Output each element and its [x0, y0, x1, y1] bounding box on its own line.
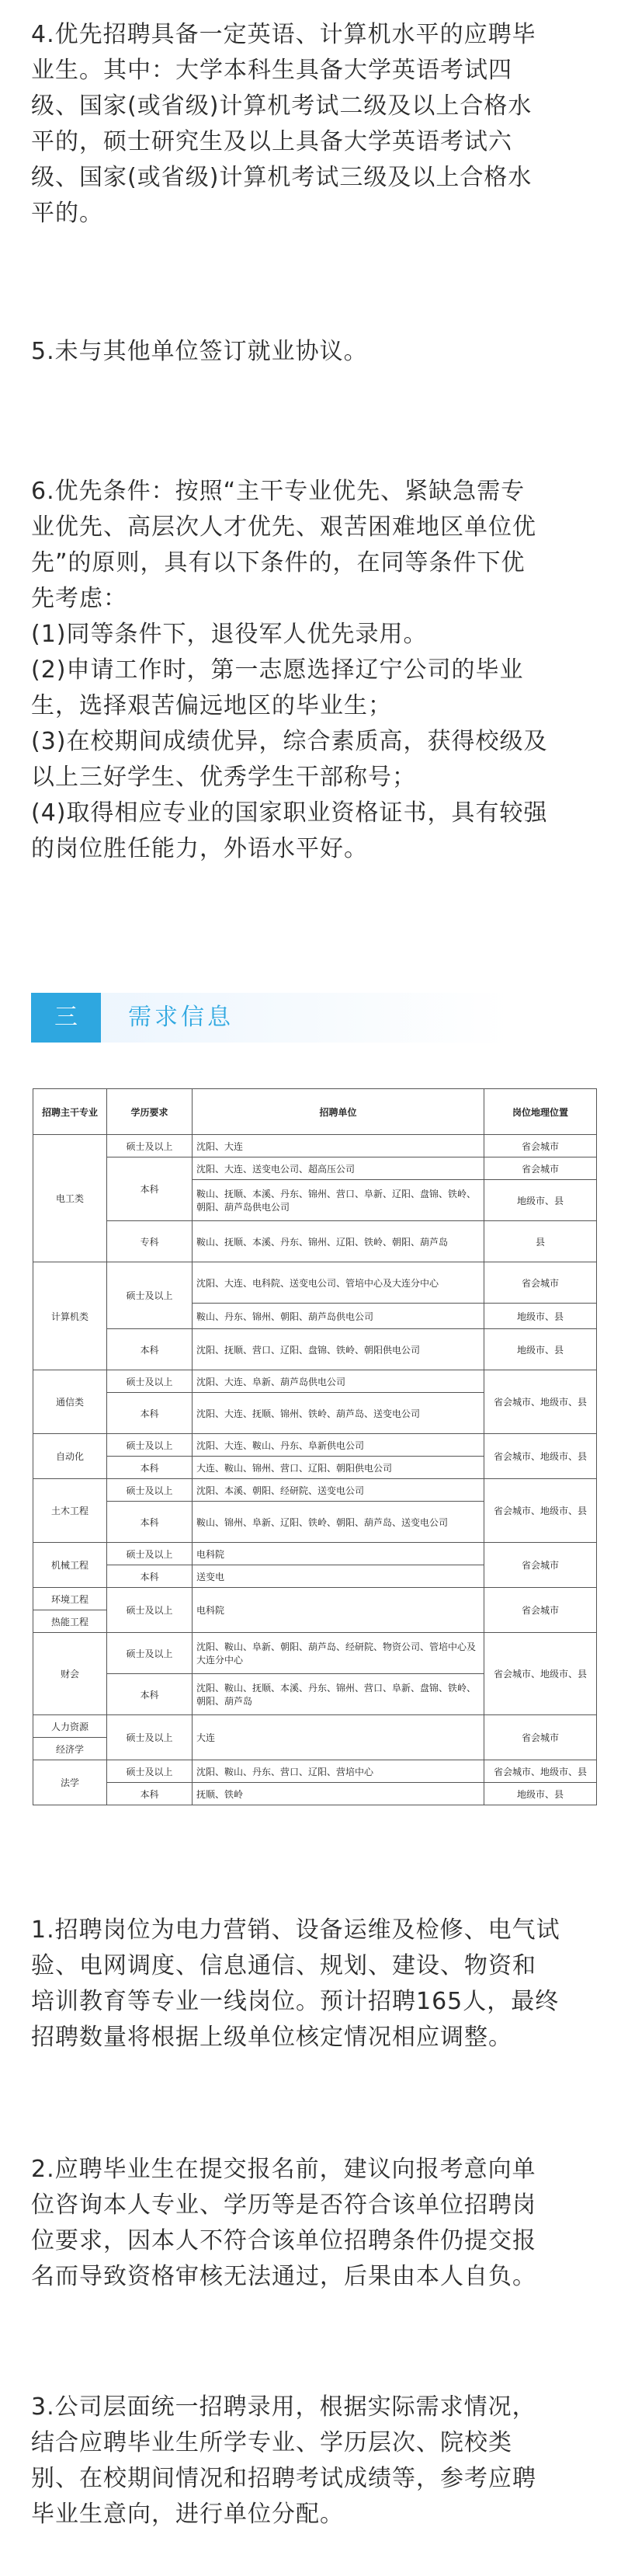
text-line: 业生。其中：大学本科生具备大学英语考试四 — [31, 57, 512, 84]
education-cell: 硕士及以上 — [107, 1434, 193, 1457]
major-cell: 经济学 — [33, 1738, 107, 1760]
major-cell: 机械工程 — [33, 1543, 107, 1588]
text-line: 招聘数量将根据上级单位核定情况相应调整。 — [31, 2024, 512, 2051]
text-line: 毕业生意向，进行单位分配。 — [31, 2501, 344, 2528]
employer-cell: 电科院 — [193, 1543, 484, 1565]
major-cell: 土木工程 — [33, 1479, 107, 1543]
requirement-4-paragraph — [31, 17, 594, 231]
employer-cell: 沈阳、大连、阜新、葫芦岛供电公司 — [193, 1370, 484, 1393]
education-cell: 硕士及以上 — [107, 1135, 193, 1157]
employer-cell: 大连 — [193, 1715, 484, 1760]
location-cell: 省会城市 — [484, 1262, 597, 1304]
location-cell: 地级市、县 — [484, 1180, 597, 1221]
header-location: 岗位地理位置 — [484, 1089, 597, 1135]
location-cell: 县 — [484, 1221, 597, 1262]
education-cell: 硕士及以上 — [107, 1715, 193, 1760]
major-cell: 法学 — [33, 1760, 107, 1805]
employer-cell: 沈阳、抚顺、营口、辽阳、盘锦、铁岭、朝阳供电公司 — [193, 1329, 484, 1370]
employer-cell: 沈阳、大连、鞍山、丹东、阜新供电公司 — [193, 1434, 484, 1457]
major-cell: 环境工程 — [33, 1588, 107, 1610]
education-cell: 本科 — [107, 1157, 193, 1221]
location-cell: 省会城市 — [484, 1157, 597, 1180]
text-line: 别、在校期间情况和招聘考试成绩等，参考应聘 — [31, 2465, 536, 2492]
text-line: 4.优先招聘具备一定英语、计算机水平的应聘毕 — [31, 21, 536, 48]
education-cell: 本科 — [107, 1329, 193, 1370]
text-line: (4)取得相应专业的国家职业资格证书，具有较强 — [31, 799, 548, 827]
section-title: 需求信息 — [128, 1004, 234, 1031]
location-cell: 省会城市、地级市、县 — [484, 1434, 597, 1479]
employer-cell: 沈阳、鞍山、阜新、朝阳、葫芦岛、经研院、物资公司、管培中心及大连分中心 — [193, 1633, 484, 1674]
text-line: 生，选择艰苦偏远地区的毕业生； — [31, 692, 392, 719]
text-line: 先”的原则，具有以下条件的，在同等条件下优 — [31, 549, 526, 576]
location-cell: 地级市、县 — [484, 1304, 597, 1329]
note-1-paragraph — [31, 1913, 594, 2056]
text-line: 结合应聘毕业生所学专业、学历层次、院校类 — [31, 2429, 512, 2456]
education-cell: 硕士及以上 — [107, 1479, 193, 1502]
table-row — [33, 1760, 597, 1783]
text-line: (2)申请工作时，第一志愿选择辽宁公司的毕业 — [31, 656, 524, 684]
table-row — [33, 1479, 597, 1502]
employer-cell: 沈阳、大连 — [193, 1135, 484, 1157]
text-line: 5.未与其他单位签订就业协议。 — [31, 338, 368, 365]
text-line: 先考虑： — [31, 585, 127, 612]
requirement-5-paragraph — [31, 334, 594, 370]
text-line: 级、国家(或省级)计算机考试二级及以上合格水 — [31, 92, 533, 120]
location-cell: 省会城市、地级市、县 — [484, 1479, 597, 1543]
table-row — [33, 1633, 597, 1674]
education-cell: 本科 — [107, 1502, 193, 1543]
major-cell: 自动化 — [33, 1434, 107, 1479]
location-cell: 省会城市 — [484, 1715, 597, 1760]
table-row — [33, 1329, 597, 1370]
text-line: 3.公司层面统一招聘录用，根据实际需求情况， — [31, 2393, 536, 2421]
employer-cell: 沈阳、本溪、朝阳、经研院、送变电公司 — [193, 1479, 484, 1502]
table-row — [33, 1370, 597, 1393]
education-cell: 本科 — [107, 1457, 193, 1479]
education-cell: 本科 — [107, 1565, 193, 1588]
text-line: 位咨询本人专业、学历等是否符合该单位招聘岗 — [31, 2191, 536, 2219]
text-line: 的岗位胜任能力，外语水平好。 — [31, 835, 368, 862]
major-cell: 热能工程 — [33, 1610, 107, 1633]
major-cell: 人力资源 — [33, 1715, 107, 1738]
location-cell: 省会城市、地级市、县 — [484, 1760, 597, 1783]
education-cell: 硕士及以上 — [107, 1262, 193, 1329]
text-line: 名而导致资格审核无法通过，后果由本人自负。 — [31, 2263, 536, 2290]
location-cell: 省会城市 — [484, 1543, 597, 1588]
employer-cell: 电科院 — [193, 1588, 484, 1633]
text-line: 位要求，因本人不符合该单位招聘条件仍提交报 — [31, 2227, 536, 2254]
requirements-table — [33, 1088, 597, 1805]
major-cell: 通信类 — [33, 1370, 107, 1434]
section-number: 三 — [31, 993, 101, 1043]
text-line: 平的，硕士研究生及以上具备大学英语考试六 — [31, 128, 512, 155]
table-row — [33, 1543, 597, 1565]
employer-cell: 沈阳、大连、抚顺、锦州、铁岭、葫芦岛、送变电公司 — [193, 1393, 484, 1434]
major-cell: 电工类 — [33, 1135, 107, 1262]
education-cell: 硕士及以上 — [107, 1588, 193, 1633]
education-cell: 专科 — [107, 1221, 193, 1262]
requirement-6-paragraph — [31, 474, 594, 867]
education-cell: 本科 — [107, 1783, 193, 1805]
employer-cell: 鞍山、抚顺、本溪、丹东、锦州、营口、阜新、辽阳、盘锦、铁岭、朝阳、葫芦岛供电公司 — [193, 1180, 484, 1221]
education-cell: 本科 — [107, 1674, 193, 1715]
header-major: 招聘主干专业 — [33, 1089, 107, 1135]
location-cell: 省会城市、地级市、县 — [484, 1370, 597, 1434]
major-cell: 计算机类 — [33, 1262, 107, 1370]
location-cell: 省会城市、地级市、县 — [484, 1633, 597, 1715]
section-header — [31, 993, 594, 1043]
table-header-row — [33, 1089, 597, 1135]
note-3-paragraph — [31, 2390, 594, 2532]
location-cell: 省会城市 — [484, 1588, 597, 1633]
employer-cell: 送变电 — [193, 1565, 484, 1588]
text-line: 平的。 — [31, 200, 103, 227]
note-2-paragraph — [31, 2152, 594, 2295]
text-line: 级、国家(或省级)计算机考试三级及以上合格水 — [31, 164, 533, 191]
text-line: 验、电网调度、信息通信、规划、建设、物资和 — [31, 1952, 536, 1979]
education-cell: 硕士及以上 — [107, 1543, 193, 1565]
text-line: 以上三好学生、优秀学生干部称号； — [31, 764, 416, 791]
text-line: 业优先、高层次人才优先、艰苦困难地区单位优 — [31, 513, 536, 541]
employer-cell: 鞍山、丹东、锦州、朝阳、葫芦岛供电公司 — [193, 1304, 484, 1329]
table-row — [33, 1262, 597, 1304]
major-cell: 财会 — [33, 1633, 107, 1715]
location-cell: 地级市、县 — [484, 1329, 597, 1370]
employer-cell: 沈阳、鞍山、抚顺、本溪、丹东、锦州、营口、阜新、盘锦、铁岭、朝阳、葫芦岛 — [193, 1674, 484, 1715]
text-line: 培训教育等专业一线岗位。预计招聘165人，最终 — [31, 1988, 560, 2015]
table-row — [33, 1588, 597, 1610]
table-row — [33, 1715, 597, 1738]
education-cell: 硕士及以上 — [107, 1633, 193, 1674]
education-cell: 硕士及以上 — [107, 1370, 193, 1393]
employer-cell: 鞍山、锦州、阜新、辽阳、铁岭、朝阳、葫芦岛、送变电公司 — [193, 1502, 484, 1543]
education-cell: 本科 — [107, 1393, 193, 1434]
education-cell: 硕士及以上 — [107, 1760, 193, 1783]
text-line: 2.应聘毕业生在提交报名前，建议向报考意向单 — [31, 2156, 536, 2183]
text-line: 6.优先条件：按照“主干专业优先、紧缺急需专 — [31, 478, 526, 505]
employer-cell: 鞍山、抚顺、本溪、丹东、锦州、辽阳、铁岭、朝阳、葫芦岛 — [193, 1221, 484, 1262]
table-row — [33, 1135, 597, 1157]
location-cell: 地级市、县 — [484, 1783, 597, 1805]
header-education: 学历要求 — [107, 1089, 193, 1135]
employer-cell: 沈阳、大连、送变电公司、超高压公司 — [193, 1157, 484, 1180]
employer-cell: 抚顺、铁岭 — [193, 1783, 484, 1805]
table-row — [33, 1221, 597, 1262]
text-line: 1.招聘岗位为电力营销、设备运维及检修、电气试 — [31, 1916, 560, 1944]
text-line: (3)在校期间成绩优异，综合素质高，获得校级及 — [31, 728, 548, 755]
text-line: (1)同等条件下，退役军人优先录用。 — [31, 621, 428, 648]
table-row — [33, 1783, 597, 1805]
employer-cell: 大连、鞍山、锦州、营口、辽阳、朝阳供电公司 — [193, 1457, 484, 1479]
header-employer: 招聘单位 — [193, 1089, 484, 1135]
table-row — [33, 1157, 597, 1180]
employer-cell: 沈阳、大连、电科院、送变电公司、管培中心及大连分中心 — [193, 1262, 484, 1304]
table-row — [33, 1434, 597, 1457]
employer-cell: 沈阳、鞍山、丹东、营口、辽阳、营培中心 — [193, 1760, 484, 1783]
location-cell: 省会城市 — [484, 1135, 597, 1157]
